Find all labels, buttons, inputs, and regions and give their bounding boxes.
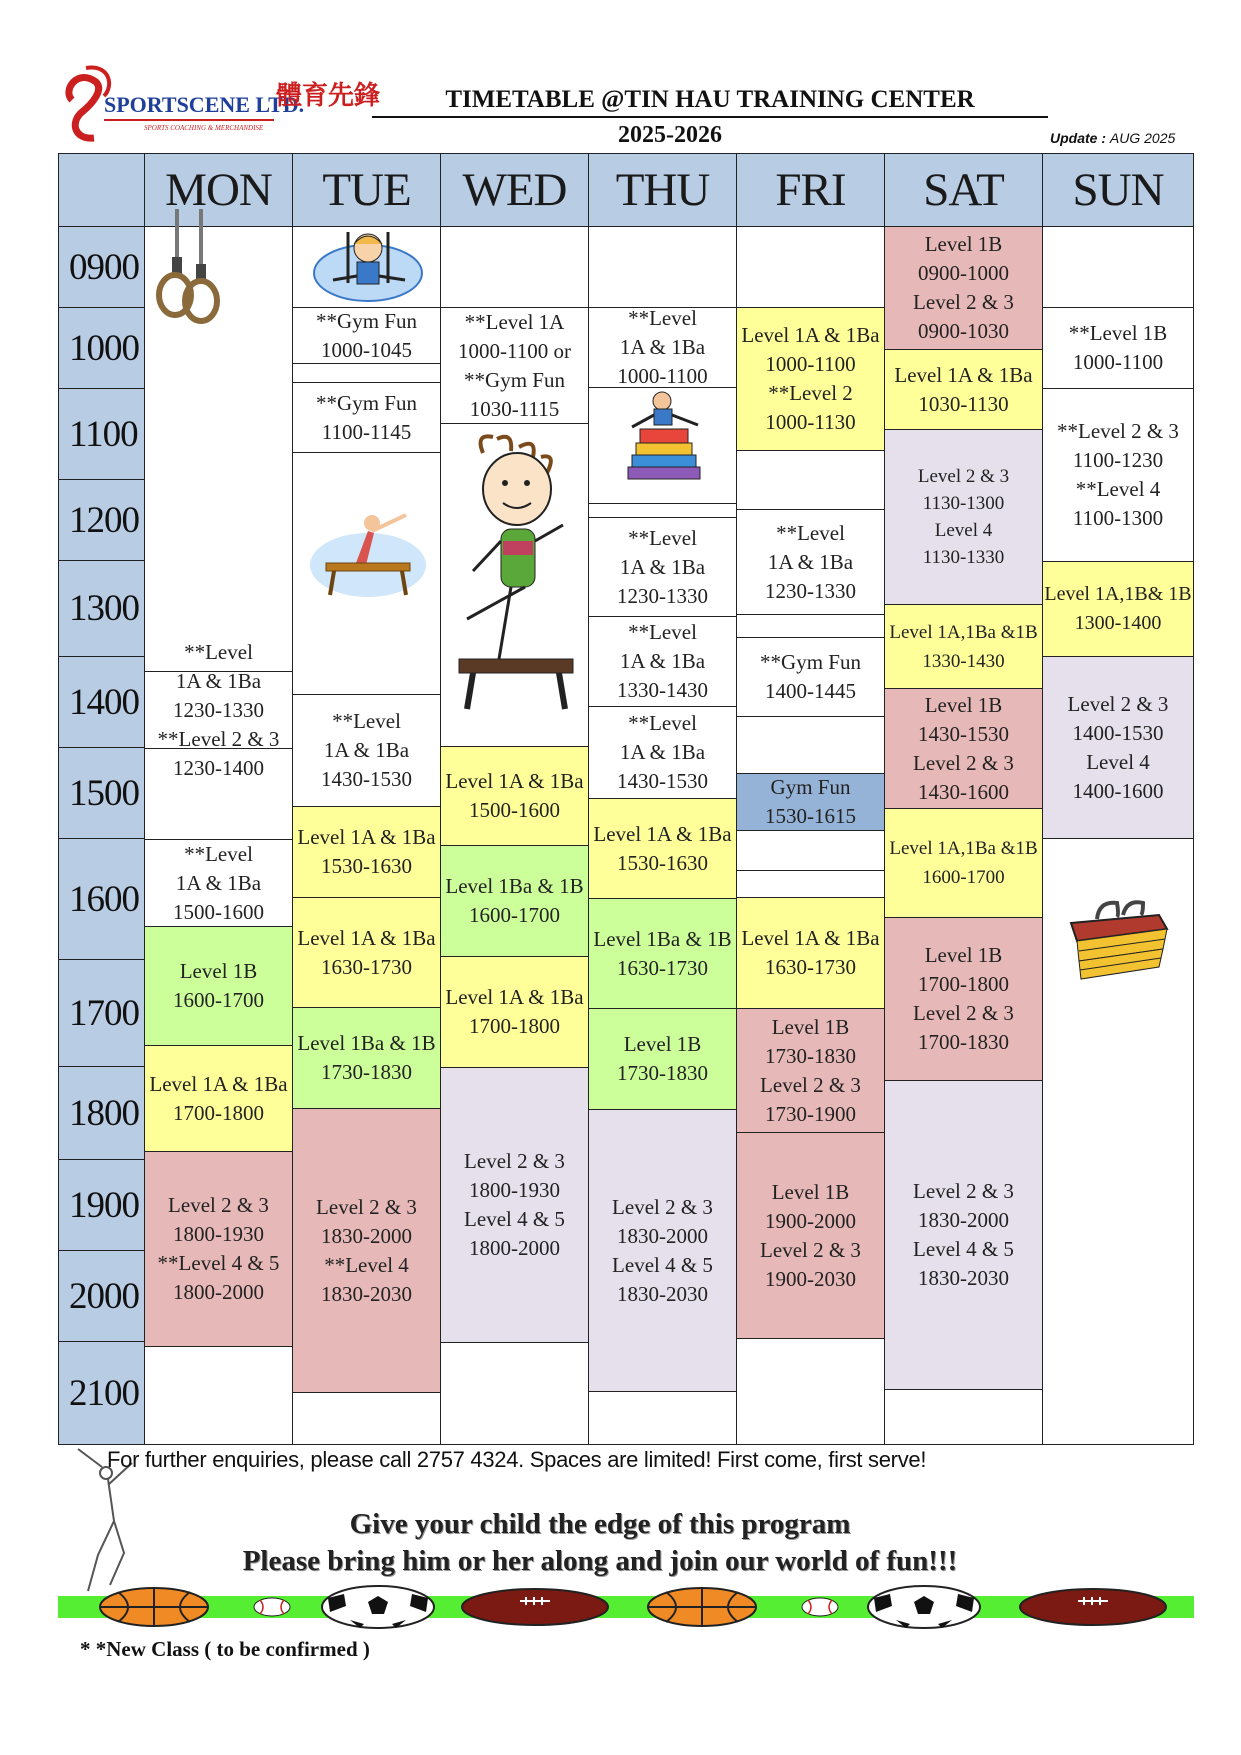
class-block-sat-1430 — [884, 688, 1043, 809]
empty-cell — [144, 1346, 293, 1445]
class-block-mon-1500 — [144, 839, 293, 927]
class-line: Level 2 & 3 — [760, 1237, 861, 1262]
empty-cell — [440, 1342, 589, 1445]
class-line: **Level — [184, 639, 253, 664]
class-line: 1430-1530 — [321, 767, 412, 791]
class-line: **Level 4 — [324, 1252, 409, 1277]
class-line: 1830-2030 — [918, 1266, 1009, 1290]
update-label: Update : — [1050, 130, 1110, 146]
class-line: 1530-1630 — [321, 854, 412, 878]
class-line: 1600-1700 — [173, 988, 264, 1012]
class-block-fri-1000 — [736, 307, 885, 451]
time-1100: 1100 — [58, 388, 145, 480]
class-line: 1A & 1Ba — [619, 740, 706, 764]
class-line: 1100-1300 — [1072, 506, 1164, 530]
class-block-tue-1630 — [292, 897, 441, 1008]
class-block-sun-1000 — [1042, 307, 1194, 389]
class-line: 1230-1400 — [173, 755, 264, 780]
class-block-wed-1000 — [440, 307, 589, 424]
class-block-mon-1230 — [144, 639, 293, 780]
class-block-fri-1900 — [736, 1132, 885, 1339]
class-line: Level 2 & 3 — [913, 290, 1014, 314]
class-line: **Level — [776, 520, 845, 545]
class-line: 1100-1230 — [1072, 448, 1164, 472]
class-line: Level 4 & 5 — [612, 1252, 713, 1277]
class-block-mon-1600 — [144, 926, 293, 1046]
class-line: 1430-1530 — [918, 721, 1009, 746]
class-line: Level 1B — [924, 943, 1003, 967]
class-line: Level 1Ba & 1B — [593, 926, 732, 951]
empty-cell — [736, 716, 885, 774]
class-block-tue-1530 — [292, 806, 441, 898]
class-block-fri-1400 — [736, 637, 885, 717]
class-line: 1630-1730 — [321, 954, 412, 979]
class-line: 1400-1600 — [1072, 778, 1164, 803]
class-block-fri-1230 — [736, 509, 885, 615]
class-line: 1830-2030 — [617, 1281, 708, 1306]
class-line: Level 1B — [924, 232, 1003, 256]
class-line: **Level 1B — [1068, 321, 1168, 345]
class-line: 1000-1100 — [617, 364, 708, 388]
class-block-thu-1000 — [588, 307, 737, 388]
class-line: 1700-1800 — [469, 1014, 560, 1038]
class-block-mon-1800 — [144, 1151, 293, 1347]
day-header-mon: MON — [144, 153, 293, 227]
class-block-sat-1030 — [884, 349, 1043, 430]
day-header-fri: FRI — [736, 153, 885, 227]
class-block-sat-1330 — [884, 604, 1043, 689]
class-block-sat-1130 — [884, 429, 1043, 605]
page-title: TIMETABLE @TIN HAU TRAINING CENTER — [372, 86, 1048, 118]
class-line: 1100-1145 — [321, 419, 412, 444]
timetable-year: 2025-2026 — [618, 122, 722, 148]
day-header-thu: THU — [588, 153, 737, 227]
class-line: 1230-1330 — [173, 697, 264, 722]
girl-beam-icon — [308, 503, 428, 603]
class-line: 1800-1930 — [173, 1222, 264, 1246]
class-line: 1730-1830 — [765, 1043, 856, 1068]
class-line: 1730-1900 — [765, 1101, 856, 1126]
empty-cell — [588, 226, 737, 308]
class-line: 1700-1830 — [918, 1030, 1009, 1054]
baseball-icon — [252, 1596, 292, 1618]
class-block-sat-1830 — [884, 1080, 1043, 1390]
empty-cell — [588, 1391, 737, 1445]
class-line: Level 1A,1B& 1B — [1044, 583, 1192, 605]
class-line: Level 4 — [934, 520, 993, 541]
class-block-tue-1430 — [292, 694, 441, 807]
class-block-tue-1830 — [292, 1108, 441, 1393]
class-line: 1500-1600 — [469, 798, 560, 822]
class-line: 1630-1730 — [765, 955, 856, 979]
class-line: Level 2 & 3 — [612, 1194, 713, 1219]
class-line: 1900-2030 — [765, 1266, 856, 1291]
empty-cell — [292, 363, 441, 383]
class-block-mon-1700 — [144, 1045, 293, 1152]
class-line: 1230-1330 — [617, 583, 708, 608]
gymnastic-rings-icon — [153, 209, 223, 329]
class-line: 1430-1530 — [617, 769, 708, 793]
class-line: Level 1A & 1Ba — [297, 825, 436, 849]
class-line: Level 1Ba & 1B — [445, 874, 584, 898]
update-date: AUG 2025 — [1109, 130, 1176, 146]
class-line: Level 4 & 5 — [464, 1207, 565, 1231]
update-info — [1050, 130, 1175, 146]
time-2100: 2100 — [58, 1341, 145, 1445]
class-line: **Level — [628, 525, 697, 550]
class-line: 1A & 1Ba — [323, 738, 410, 762]
class-line: 1800-2000 — [173, 1280, 264, 1304]
class-block-sat-0900 — [884, 226, 1043, 350]
class-line: 1000-1045 — [321, 337, 412, 362]
class-line: 1430-1600 — [918, 779, 1009, 804]
class-line: Level 1A & 1Ba — [741, 323, 880, 347]
class-line: Level 2 & 3 — [760, 1072, 861, 1097]
empty-cell — [884, 1389, 1043, 1445]
class-block-wed-1500 — [440, 746, 589, 846]
class-line: 1230-1330 — [765, 578, 856, 603]
empty-cell — [292, 1392, 441, 1445]
football-icon — [460, 1587, 610, 1627]
logo-text: SPORTSCENE LTD. — [104, 92, 305, 117]
class-block-sat-1700 — [884, 917, 1043, 1081]
class-block-sun-1400 — [1042, 656, 1194, 839]
class-line: 1130-1330 — [922, 547, 1005, 568]
class-line: 1830-2000 — [321, 1223, 412, 1248]
class-line: 1900-2000 — [765, 1208, 856, 1233]
class-line: 1500-1600 — [173, 899, 264, 924]
empty-cell — [736, 226, 885, 308]
class-line: 1600-1700 — [922, 867, 1005, 888]
class-line: **Level 4 & 5 — [157, 1251, 280, 1275]
empty-cell — [1042, 226, 1194, 308]
class-line: **Gym Fun — [760, 650, 861, 674]
class-line: Gym Fun — [770, 775, 851, 799]
class-block-fri-1730 — [736, 1008, 885, 1133]
class-line: **Level 1A — [464, 309, 565, 334]
time-1500: 1500 — [58, 747, 145, 839]
class-block-thu-1630 — [588, 898, 737, 1009]
time-0900: 0900 — [58, 226, 145, 308]
class-line: **Level — [184, 841, 253, 866]
class-line: Level 1A & 1Ba — [741, 926, 880, 950]
balance-beam-icon — [453, 433, 581, 728]
vault-boy-icon — [618, 389, 708, 483]
class-line: 1000-1100 — [1072, 350, 1164, 374]
class-line: 1800-1930 — [469, 1178, 560, 1202]
time-1700: 1700 — [58, 959, 145, 1067]
pommel-horse-icon — [1063, 893, 1173, 989]
class-line: **Level 4 — [1075, 477, 1161, 501]
soccer-ball-icon — [866, 1584, 982, 1630]
empty-cell — [736, 614, 885, 638]
class-line: Level 1B — [924, 692, 1003, 717]
class-block-thu-1430 — [588, 706, 737, 799]
class-block-thu-1330 — [588, 616, 737, 707]
basketball-icon — [98, 1586, 210, 1628]
class-line: Level 1Ba & 1B — [297, 1031, 436, 1055]
class-block-sun-1300 — [1042, 561, 1194, 657]
class-line: 1730-1830 — [321, 1060, 412, 1084]
class-block-thu-1230 — [588, 517, 737, 617]
class-line: 1330-1430 — [922, 650, 1005, 672]
class-block-thu-1830 — [588, 1109, 737, 1392]
empty-cell — [736, 870, 885, 898]
class-block-tue-1100 — [292, 382, 441, 453]
class-line: Level 2 & 3 — [913, 1001, 1014, 1025]
class-block-wed-1700 — [440, 956, 589, 1068]
empty-cell — [736, 450, 885, 510]
class-line: 1730-1830 — [617, 1061, 708, 1085]
class-line: Level 1A & 1Ba — [593, 821, 732, 846]
class-line: **Level — [628, 711, 697, 735]
day-header-sat: SAT — [884, 153, 1043, 227]
class-line: **Gym Fun — [464, 367, 565, 392]
class-line: **Gym Fun — [316, 390, 417, 415]
class-line: Level 1A,1Ba &1B — [889, 621, 1038, 643]
logo-chinese: 體育先鋒 — [276, 81, 381, 111]
time-1600: 1600 — [58, 838, 145, 960]
class-block-tue-1000 — [292, 307, 441, 364]
class-line: 1630-1730 — [617, 955, 708, 980]
class-line: 1830-2030 — [321, 1281, 412, 1306]
class-block-sat-1600 — [884, 808, 1043, 918]
class-line: Level 1A & 1Ba — [149, 1071, 288, 1096]
day-header-tue: TUE — [292, 153, 441, 227]
time-1900: 1900 — [58, 1159, 145, 1251]
class-block-wed-1800 — [440, 1067, 589, 1343]
class-line: 1400-1445 — [765, 679, 856, 703]
class-line: 0900-1030 — [918, 319, 1009, 343]
logo-subtitle: SPORTS COACHING & MERCHANDISE — [144, 124, 264, 132]
class-line: 1000-1100 — [765, 352, 856, 376]
class-block-thu-1530 — [588, 798, 737, 899]
time-1000: 1000 — [58, 307, 145, 389]
new-class-note: * *New Class ( to be confirmed ) — [80, 1637, 370, 1661]
class-line: 1A & 1Ba — [767, 549, 854, 574]
class-line: Level 4 — [1086, 749, 1150, 774]
class-line: **Level 2 & 3 — [1057, 419, 1179, 443]
enquiry-text: For further enquiries, please call 2757 4324. Spaces are limited! First come, first serve! — [107, 1447, 927, 1472]
class-line: **Level 2 & 3 — [157, 726, 280, 751]
class-line: Level 2 & 3 — [917, 466, 1010, 487]
header-corner — [58, 153, 145, 227]
time-2000: 2000 — [58, 1250, 145, 1342]
class-line: 1130-1300 — [922, 493, 1005, 514]
class-line: 1830-2000 — [617, 1223, 708, 1248]
basketball-icon — [646, 1586, 758, 1628]
class-line: 0900-1000 — [918, 261, 1009, 285]
football-icon — [1018, 1587, 1168, 1627]
class-line: Level 1B — [771, 1179, 850, 1204]
class-line: 1A & 1Ba — [175, 668, 262, 693]
time-1300: 1300 — [58, 560, 145, 657]
class-line: 1830-2000 — [918, 1208, 1009, 1232]
slogan-line-1: Give your child the edge of this program — [349, 1508, 851, 1540]
class-line: 1A & 1Ba — [175, 870, 262, 895]
class-line: 1000-1130 — [765, 410, 856, 434]
time-1200: 1200 — [58, 479, 145, 561]
day-header-wed: WED — [440, 153, 589, 227]
class-line: 1A & 1Ba — [619, 335, 706, 359]
class-line: 1030-1115 — [469, 396, 560, 421]
class-line: Level 2 & 3 — [316, 1194, 417, 1219]
class-line: Level 1B — [771, 1014, 850, 1039]
class-line: Level 4 & 5 — [913, 1237, 1014, 1261]
class-line: Level 1A & 1Ba — [894, 362, 1033, 387]
class-line: Level 1A,1Ba &1B — [889, 838, 1038, 859]
class-line: **Level — [628, 306, 697, 330]
class-line: 1A & 1Ba — [619, 554, 706, 579]
class-line: **Level — [628, 620, 697, 644]
slogan-line-2: Please bring him or her along and join our world of fun!!! — [242, 1545, 958, 1577]
sportscene-logo — [60, 60, 381, 156]
class-line: 1530-1630 — [617, 850, 708, 875]
class-line: 1300-1400 — [1074, 612, 1162, 634]
class-line: 1400-1530 — [1072, 720, 1164, 745]
class-line: **Gym Fun — [316, 308, 417, 333]
class-line: 1A & 1Ba — [619, 649, 706, 673]
time-1800: 1800 — [58, 1066, 145, 1160]
class-line: Level 1A & 1Ba — [297, 925, 436, 950]
empty-cell — [440, 226, 589, 308]
class-line: Level 1A & 1Ba — [445, 769, 584, 793]
class-line: Level 2 & 3 — [464, 1149, 565, 1173]
class-line: 1700-1800 — [918, 972, 1009, 996]
day-header-sun: SUN — [1042, 153, 1194, 227]
class-line: Level 2 & 3 — [913, 750, 1014, 775]
class-block-thu-1730 — [588, 1008, 737, 1110]
class-line: 1030-1130 — [918, 391, 1009, 416]
time-1400: 1400 — [58, 656, 145, 748]
empty-cell — [736, 1338, 885, 1445]
class-line: Level 2 & 3 — [913, 1179, 1014, 1203]
class-line: Level 1B — [623, 1032, 702, 1056]
class-block-sun-1100 — [1042, 388, 1194, 562]
class-line: Level 1B — [179, 959, 258, 983]
child-swing-icon — [313, 228, 423, 304]
class-line: 1800-2000 — [469, 1236, 560, 1260]
class-line: 1600-1700 — [469, 903, 560, 927]
baseball-icon — [800, 1596, 840, 1618]
class-block-fri-1530 — [736, 773, 885, 831]
class-block-tue-1730 — [292, 1007, 441, 1109]
class-line: Level 2 & 3 — [168, 1193, 269, 1217]
class-block-fri-1630 — [736, 897, 885, 1009]
class-line: 1700-1800 — [173, 1100, 264, 1125]
class-line: **Level 2 — [768, 381, 853, 405]
class-line: Level 2 & 3 — [1067, 691, 1169, 716]
class-line: Level 1A & 1Ba — [445, 985, 584, 1009]
class-line: **Level — [332, 709, 401, 733]
class-line: 1330-1430 — [617, 678, 708, 702]
timetable-grid — [58, 153, 1194, 1445]
class-line: 1530-1615 — [765, 804, 856, 828]
class-block-wed-1600 — [440, 845, 589, 957]
soccer-ball-icon — [320, 1584, 436, 1630]
class-line: 1000-1100 or — [458, 338, 571, 363]
